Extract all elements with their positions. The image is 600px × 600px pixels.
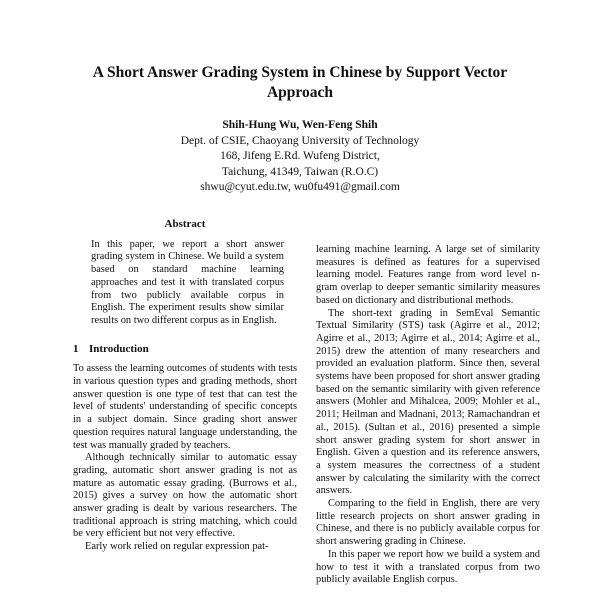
author-address-line-2: Taichung, 41349, Taiwan (R.O.C) bbox=[221, 165, 379, 178]
left-column bbox=[73, 218, 297, 554]
author-email: shwu@cyut.edu.tw, wu0fu491@gmail.com bbox=[200, 181, 400, 193]
right-paragraph-3: In this paper we report how we build a system and how to test it with a translated corpus from two publicly available English corpus. bbox=[316, 548, 540, 586]
author-affiliation: Dept. of CSIE, Chaoyang University of Technology bbox=[180, 134, 420, 147]
author-address-line-1: 168, Jifeng E.Rd. Wufeng District, bbox=[220, 150, 380, 162]
right-paragraph-1: The short-text grading in SemEval Semantic Textual Similarity (STS) task (Agirre et al., 2012; Agirre et al., 2013; Agirre et al., 2014; Agirre et al., 2015) drew the attention of many researchers and provided an evaluation platform. Since then, several systems have been proposed for short answer grading based on the semantic similarity with given reference answers (Mohler and Mihalcea, 2009; Mohler et al., 2011; Heilman and Madnani, 2013; Ramachandran et al., 2015). (Sultan et al., 2016) presented a simple short answer grading system for short answer in English. Given a question and its reference answers, a system measures the correctness of a student answer by calculating the similarity with the correct answers. bbox=[316, 307, 540, 497]
intro-paragraph-1: To assess the learning outcomes of students with tests in various question types and grading methods, short answer question is one type of test that can test the level of students' understanding of specific concepts in a subject domain. Since grading short answer question requires natural language understanding, the test was manually graded by teachers. bbox=[73, 363, 297, 451]
right-column bbox=[316, 244, 540, 587]
section-heading-introduction bbox=[73, 343, 297, 356]
right-paragraph-2: Comparing to the field in English, there are very little research projects on short answer grading in Chinese, and there is no publicly available corpus for short answering grading in Chinese. bbox=[316, 498, 540, 548]
intro-paragraph-2: Although technically similar to automatic essay grading, automatic short answer grading is not as mature as automatic essay grading. (Burrows et al., 2015) gives a survey on how the automatic short answer grading is dealt by various researchers. The traditional approach is string matching, which could be very efficient but not very effective. bbox=[73, 452, 297, 540]
section-number: 1 bbox=[73, 342, 79, 355]
author-names: Shih-Hung Wu, Wen-Feng Shih bbox=[222, 119, 378, 131]
paper-title: A Short Answer Grading System in Chinese by Support Vector Approach bbox=[92, 64, 508, 101]
section-title: Introduction bbox=[89, 342, 149, 355]
abstract-text: In this paper, we report a short answer grading system in Chinese. We build a system based on standard machine learning approaches and test it with translated corpus from two publicly available corpus in English. The experiment results show similar results on two different corpus as in English. bbox=[91, 238, 284, 326]
intro-paragraph-3: Early work relied on regular expression pat- bbox=[85, 541, 269, 553]
author-block bbox=[100, 118, 500, 196]
abstract-heading: Abstract bbox=[164, 218, 206, 230]
right-paragraph-0: learning machine learning. A large set of similarity measures is defined as features for a supervised learning model. Features range from word level n-gram overlap to deeper semantic similarity measures based on dictionary and distributional methods. bbox=[316, 244, 540, 306]
